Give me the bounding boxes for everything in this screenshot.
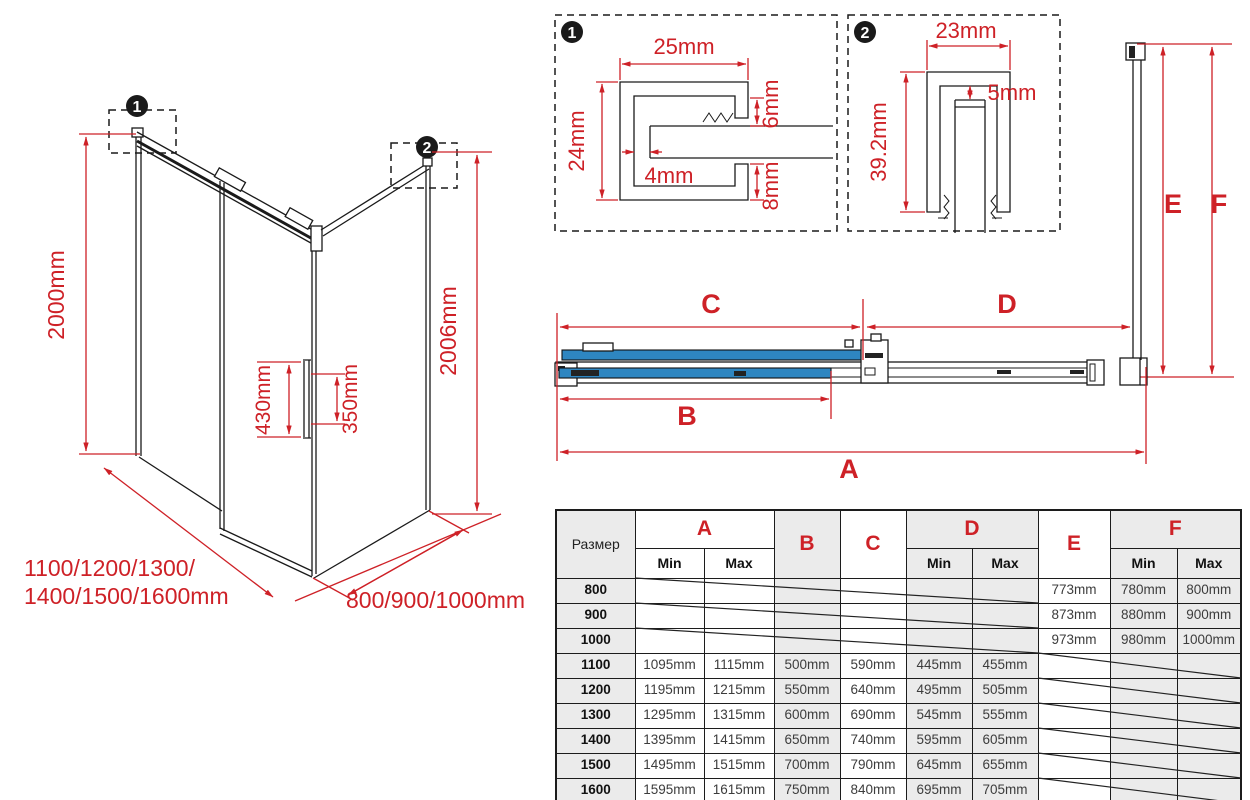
cell-b: 500mm: [774, 653, 840, 678]
cell-d_max: 505mm: [972, 678, 1038, 703]
cell-d_min: [906, 603, 972, 628]
cell-a_min: 1295mm: [635, 703, 704, 728]
side-top-bracket: [1126, 43, 1145, 60]
glass-panel-section-2: [955, 100, 985, 233]
table-row: [556, 778, 1241, 800]
table-row: [556, 628, 1241, 653]
dim-392-ticks: [900, 72, 925, 212]
side-panel-top: [321, 163, 429, 236]
cell-b: 700mm: [774, 753, 840, 778]
table-header-d: D: [906, 510, 1038, 548]
corner-joint-plan: [1120, 358, 1140, 385]
cell-b: 750mm: [774, 778, 840, 800]
dim-label-side-width: 800/900/1000mm: [346, 587, 526, 613]
cell-f_min: [1110, 728, 1177, 753]
table-header-f-max: Max: [1177, 548, 1241, 578]
table-header-f-min: Min: [1110, 548, 1177, 578]
plan-view: [555, 289, 1147, 484]
cell-e: [1038, 703, 1110, 728]
cell-d_min: 495mm: [906, 678, 972, 703]
table-header-a: A: [635, 510, 774, 548]
cell-d_min: 595mm: [906, 728, 972, 753]
table-header-c: C: [840, 510, 906, 578]
mid-stile: [220, 181, 224, 531]
cell-f_max: [1177, 703, 1241, 728]
cell-c: 690mm: [840, 703, 906, 728]
side-view: [1122, 43, 1234, 377]
glass-panel-section: [650, 126, 833, 158]
cell-a_max: [704, 603, 774, 628]
cell-d_min: [906, 578, 972, 603]
table-row: [556, 703, 1241, 728]
dim-label-b: B: [677, 401, 697, 431]
cell-f_min: [1110, 678, 1177, 703]
dim-label-height-right: 2006mm: [435, 286, 461, 376]
cell-a_min: [635, 628, 704, 653]
roller-carriage-plan: [861, 340, 888, 383]
cell-a_max: 1115mm: [704, 653, 774, 678]
hanger-block-plan: [583, 343, 613, 351]
table-row: [556, 678, 1241, 703]
cell-c: 740mm: [840, 728, 906, 753]
iso-view: [24, 95, 525, 613]
table-row: [556, 728, 1241, 753]
side-panel-profile: [1133, 46, 1141, 360]
cell-a_min: 1095mm: [635, 653, 704, 678]
cell-d_min: 445mm: [906, 653, 972, 678]
dim-side-width-arrow-2: [348, 530, 463, 595]
cell-b: [774, 578, 840, 603]
cell-c: 840mm: [840, 778, 906, 800]
side-top-bracket-insert: [1129, 46, 1135, 58]
dim-label-f: F: [1210, 189, 1228, 219]
dim-label-c: C: [701, 289, 721, 319]
cell-a_max: [704, 578, 774, 603]
cell-d_max: 655mm: [972, 753, 1038, 778]
cell-f_max: 800mm: [1177, 578, 1241, 603]
dim-2000-ticks: [79, 134, 140, 454]
cell-e: [1038, 753, 1110, 778]
cell-b: 600mm: [774, 703, 840, 728]
stopper-plan: [845, 340, 853, 347]
cell-e: 973mm: [1038, 628, 1110, 653]
cell-f_min: [1110, 653, 1177, 678]
cell-d_max: 705mm: [972, 778, 1038, 800]
table-header-e: E: [1038, 510, 1110, 578]
cell-f_min: 880mm: [1110, 603, 1177, 628]
cell-a_min: [635, 603, 704, 628]
cell-d_min: 645mm: [906, 753, 972, 778]
cell-d_max: 555mm: [972, 703, 1038, 728]
track-mark-1: [997, 370, 1011, 374]
cell-a_min: 1195mm: [635, 678, 704, 703]
cell-d_max: 605mm: [972, 728, 1038, 753]
door-bottom-bar: [220, 528, 312, 577]
dim-label-24: 24mm: [564, 110, 589, 172]
dim-label-5: 5mm: [987, 80, 1037, 105]
detail-view-1: [555, 15, 837, 231]
cell-c: 790mm: [840, 753, 906, 778]
dim-label-d: D: [997, 289, 1017, 319]
roller-carriage-top: [871, 334, 881, 341]
table-header-b: B: [774, 510, 840, 578]
cell-d_max: 455mm: [972, 653, 1038, 678]
cell-a_max: 1515mm: [704, 753, 774, 778]
cell-a_min: 1495mm: [635, 753, 704, 778]
cell-b: [774, 603, 840, 628]
cell-f_min: 980mm: [1110, 628, 1177, 653]
table-header-a-max: Max: [704, 548, 774, 578]
cell-f_max: [1177, 678, 1241, 703]
cell-size: 1600: [556, 778, 635, 800]
detail-2-badge-num: 2: [860, 25, 870, 42]
cell-size: 800: [556, 578, 635, 603]
cell-e: [1038, 653, 1110, 678]
table-row: [556, 653, 1241, 678]
cell-c: 640mm: [840, 678, 906, 703]
table-row: [556, 603, 1241, 628]
bottom-seals: [938, 195, 1002, 219]
cell-e: [1038, 728, 1110, 753]
cell-c: 590mm: [840, 653, 906, 678]
detail-view-2: [848, 15, 1060, 233]
cell-f_min: [1110, 778, 1177, 800]
size-table-body: [556, 578, 1241, 800]
cell-size: 1200: [556, 678, 635, 703]
cell-a_max: 1215mm: [704, 678, 774, 703]
cell-a_max: [704, 628, 774, 653]
cell-c: [840, 628, 906, 653]
door-fitting-1: [571, 370, 599, 376]
cell-a_min: [635, 578, 704, 603]
dim-label-handle-spacing: 350mm: [339, 363, 362, 435]
cell-size: 1400: [556, 728, 635, 753]
fixed-panel-bottom: [139, 457, 222, 511]
cell-b: 550mm: [774, 678, 840, 703]
cell-f_min: [1110, 753, 1177, 778]
table-header-a-min: Min: [635, 548, 704, 578]
cell-f_min: 780mm: [1110, 578, 1177, 603]
cell-c: [840, 603, 906, 628]
cell-f_min: [1110, 703, 1177, 728]
cell-size: 1300: [556, 703, 635, 728]
door-handle: [303, 360, 311, 438]
cell-a_min: 1395mm: [635, 728, 704, 753]
dim-label-8: 8mm: [758, 161, 783, 211]
cell-c: [840, 578, 906, 603]
cell-d_min: 695mm: [906, 778, 972, 800]
table-row: [556, 578, 1241, 603]
dim-label-front-width-1: 1100/1200/1300/: [24, 555, 195, 581]
top-rail-bottom: [137, 146, 318, 247]
cell-size: 900: [556, 603, 635, 628]
dim-label-25: 25mm: [653, 34, 715, 59]
wall-profile-left: [136, 133, 141, 456]
cell-a_max: 1415mm: [704, 728, 774, 753]
dim-label-6: 6mm: [758, 79, 783, 129]
roller-carriage-mark: [865, 353, 883, 358]
dim-label-front-width-2: 1400/1500/1600mm: [24, 583, 229, 609]
table-header-f: F: [1110, 510, 1241, 548]
side-panel-cap: [423, 158, 432, 166]
door-glass-plan: [559, 368, 831, 378]
cell-d_min: [906, 628, 972, 653]
cell-d_min: 545mm: [906, 703, 972, 728]
dim-label-392: 39.2mm: [866, 102, 891, 182]
glass-clip-spring: [703, 113, 739, 126]
door-right-edge: [312, 251, 316, 576]
dim-label-handle-height: 430mm: [252, 364, 275, 436]
cell-f_max: [1177, 778, 1241, 800]
cell-e: 873mm: [1038, 603, 1110, 628]
side-panel-back-edge: [426, 164, 430, 510]
dim-24-ticks: [596, 82, 618, 200]
cell-f_max: 900mm: [1177, 603, 1241, 628]
cell-b: 650mm: [774, 728, 840, 753]
cell-f_max: [1177, 753, 1241, 778]
dim-label-23: 23mm: [935, 18, 997, 43]
cell-b: [774, 628, 840, 653]
callout-badge-2-num: 2: [422, 140, 432, 157]
dim-23-ticks: [927, 40, 1010, 70]
dim-25-ticks: [620, 58, 748, 80]
cell-f_max: [1177, 653, 1241, 678]
cell-f_max: 1000mm: [1177, 628, 1241, 653]
dim-label-4: 4mm: [644, 163, 694, 188]
door-fitting-2: [734, 371, 746, 376]
table-row: [556, 753, 1241, 778]
cell-d_max: [972, 628, 1038, 653]
table-header-size: Размер: [556, 510, 635, 578]
detail-1-badge-num: 1: [567, 25, 577, 42]
dim-label-a: A: [839, 454, 859, 484]
cell-e: [1038, 778, 1110, 800]
cell-a_max: 1315mm: [704, 703, 774, 728]
size-table: [555, 509, 1242, 800]
callout-badge-1-num: 1: [132, 99, 142, 116]
top-rail-band: [137, 141, 318, 242]
cell-d_max: [972, 603, 1038, 628]
cell-e: 773mm: [1038, 578, 1110, 603]
track-mark-2: [1070, 370, 1084, 374]
dim-label-e: E: [1163, 189, 1183, 219]
table-header-d-min: Min: [906, 548, 972, 578]
cell-size: 1100: [556, 653, 635, 678]
cell-size: 1000: [556, 628, 635, 653]
corner-post: [311, 226, 322, 251]
cell-d_max: [972, 578, 1038, 603]
cell-size: 1500: [556, 753, 635, 778]
table-header-d-max: Max: [972, 548, 1038, 578]
cell-e: [1038, 678, 1110, 703]
cell-a_min: 1595mm: [635, 778, 704, 800]
cell-f_max: [1177, 728, 1241, 753]
cell-a_max: 1615mm: [704, 778, 774, 800]
dim-label-height-left: 2000mm: [43, 250, 69, 340]
